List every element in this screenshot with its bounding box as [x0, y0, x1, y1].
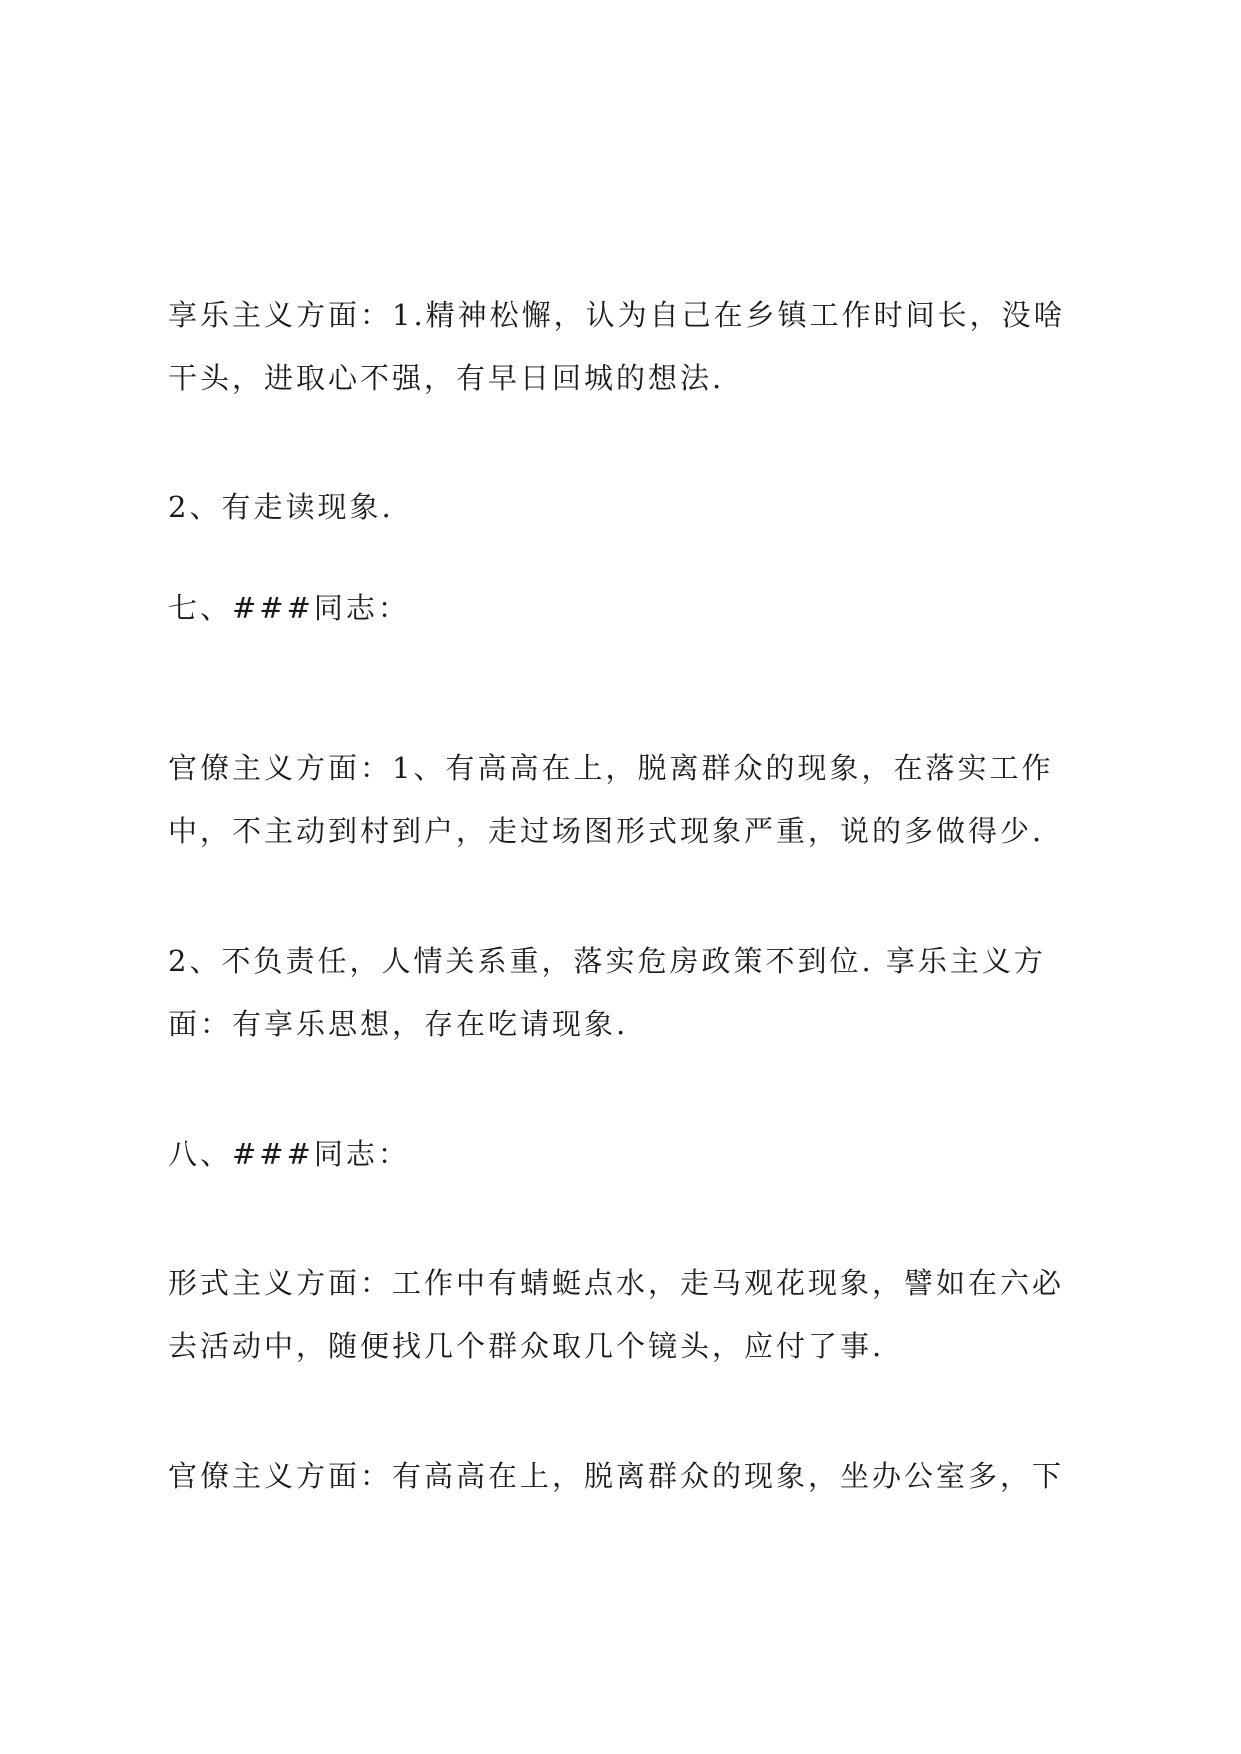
text-line: 中，不主动到村到户，走过场图形式现象严重，说的多做得少. [168, 814, 1045, 848]
text-line: 2、有走读现象. [168, 490, 394, 524]
text-line: 干头，进取心不强，有早日回城的想法. [168, 361, 725, 395]
text-line: 形式主义方面：工作中有蜻蜓点水，走马观花现象，譬如在六必 [168, 1266, 1065, 1300]
text-line: 享乐主义方面：1.精神松懈，认为自己在乡镇工作时间长，没啥 [168, 298, 1066, 332]
text-line: 去活动中，随便找几个群众取几个镜头，应付了事. [168, 1329, 885, 1363]
text-line: 2、不负责任，人情关系重，落实危房政策不到位. 享乐主义方 [168, 944, 1046, 978]
text-line: 官僚主义方面：有高高在上，脱离群众的现象，坐办公室多，下 [168, 1459, 1065, 1493]
section-heading: 七、###同志： [168, 591, 410, 625]
text-line: 面：有享乐思想，存在吃请现象. [168, 1007, 629, 1041]
text-line: 官僚主义方面：1、有高高在上，脱离群众的现象，在落实工作 [168, 751, 1054, 785]
section-heading: 八、###同志： [168, 1137, 410, 1171]
